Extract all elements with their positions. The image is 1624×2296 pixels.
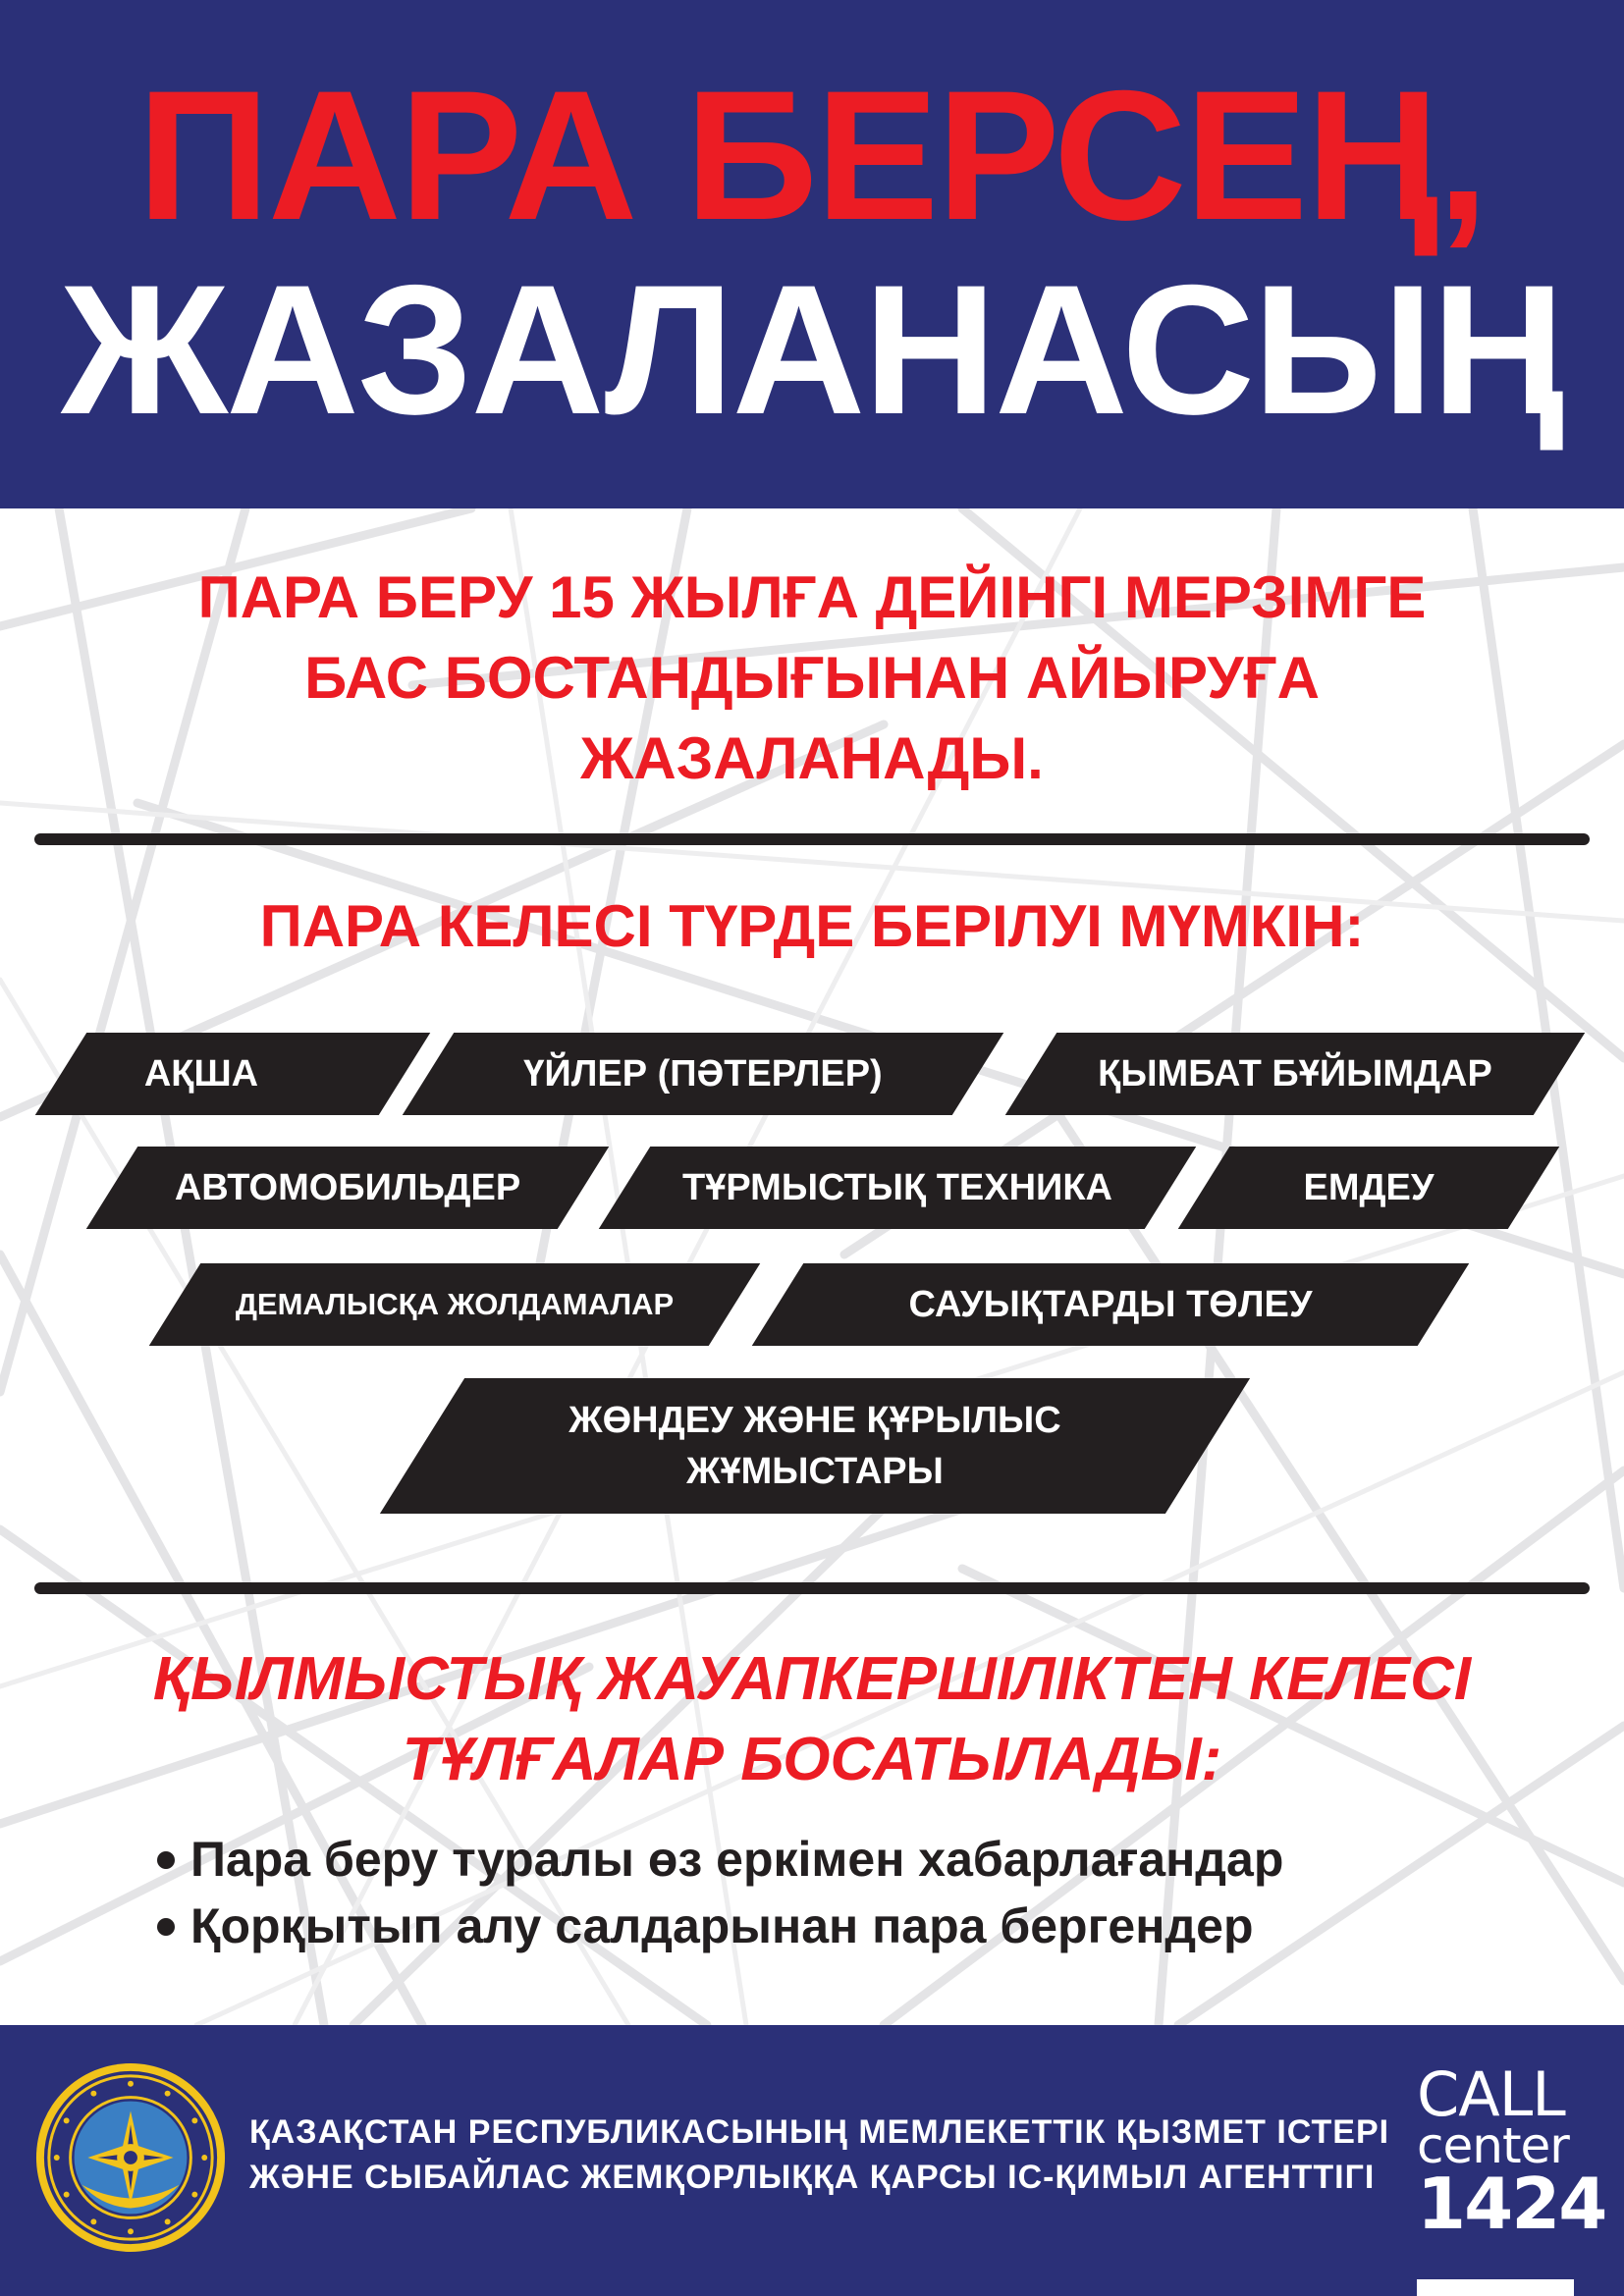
exemption-heading-line-2: ТҰЛҒАЛАР БОСАТЫЛАДЫ: (402, 1726, 1222, 1793)
call-word: CALL (1417, 2058, 1565, 2130)
exemption-heading (39, 1639, 1585, 1800)
tag-entertainment-payment (778, 1263, 1443, 1346)
tag-repair-construction (422, 1378, 1208, 1514)
tag-valuables-label: ҚЫМБАТ БҰЙЫМДАР (1098, 1053, 1492, 1095)
call-center-block (1417, 2058, 1606, 2245)
tag-cars-label: АВТОМОБИЛЬДЕР (174, 1167, 521, 1208)
agency-emblem-icon (33, 2060, 228, 2255)
header-banner (0, 0, 1624, 508)
tag-appliances-label: ТҰРМЫСТЫҚ ТЕХНИКА (681, 1167, 1112, 1208)
tag-entertainment-payment-label: САУЫҚТАРДЫ ТӨЛЕУ (908, 1284, 1313, 1325)
tag-repair-line-2: ЖҰМЫСТАРЫ (686, 1451, 944, 1492)
call-center-number: 1424 (1417, 2163, 1606, 2245)
penalty-statement (39, 558, 1585, 799)
penalty-line-1: ПАРА БЕРУ 15 ЖЫЛҒА ДЕЙІНГІ МЕРЗІМГЕ (197, 564, 1427, 630)
forms-heading: ПАРА КЕЛЕСІ ТҮРДЕ БЕРІЛУІ МҮМКІН: (259, 893, 1365, 959)
tag-treatment-label: ЕМДЕУ (1303, 1167, 1435, 1208)
agency-name-line-1: ҚАЗАҚСТАН РЕСПУБЛИКАСЫНЫҢ МЕМЛЕКЕТТІК ҚЫЗМЕТ ІСТЕРІ (249, 2113, 1390, 2151)
penalty-line-2: БАС БОСТАНДЫҒЫНАН АЙЫРУҒА (304, 645, 1320, 711)
title-line-1: ПАРА БЕРСЕҢ, (136, 52, 1488, 258)
tag-vacation-vouchers-label: ДЕМАЛЫСҚА ЖОЛДАМАЛАР (235, 1287, 675, 1321)
tag-repair-line-1: ЖӨНДЕУ ЖӘНЕ ҚҰРЫЛЫС (568, 1400, 1061, 1441)
tag-money (61, 1033, 405, 1115)
section-divider-bottom (34, 1582, 1590, 1594)
title-line-2: ЖАЗАЛАНАСЫҢ (61, 246, 1563, 453)
tag-appliances (624, 1147, 1170, 1229)
center-word: center (1417, 2117, 1569, 2174)
exemption-item-extortion: Қорқытып алу салдарынан пара бергендер (147, 1893, 1283, 1959)
tag-cars (112, 1147, 583, 1229)
tag-treatment (1204, 1147, 1534, 1229)
exemption-item-voluntary-report: Пара беру туралы өз еркімен хабарлағандар (147, 1826, 1283, 1893)
section-divider-top (34, 833, 1590, 845)
tag-valuables (1031, 1033, 1559, 1115)
tag-houses-apartments-label: ҮЙЛЕР (ПӘТЕРЛЕР) (523, 1053, 883, 1095)
tag-repair-construction-label (568, 1395, 1060, 1497)
agency-name-line-2: ЖӘНЕ СЫБАЙЛАС ЖЕМҚОРЛЫҚҚА ҚАРСЫ ІС-ҚИМЫЛ АГЕНТТІГІ (249, 2159, 1376, 2196)
number-underline-strip (1417, 2279, 1574, 2296)
tag-vacation-vouchers (175, 1263, 734, 1346)
exemption-list (147, 1826, 1283, 1959)
penalty-line-3: ЖАЗАЛАНАДЫ. (580, 725, 1044, 791)
tag-money-label: АҚША (143, 1053, 259, 1095)
tag-houses-apartments (428, 1033, 978, 1115)
agency-name (249, 2109, 1389, 2200)
footer-banner (0, 2025, 1624, 2296)
exemption-heading-line-1: ҚЫЛМЫСТЫҚ ЖАУАПКЕРШІЛІКТЕН КЕЛЕСІ (152, 1645, 1472, 1713)
